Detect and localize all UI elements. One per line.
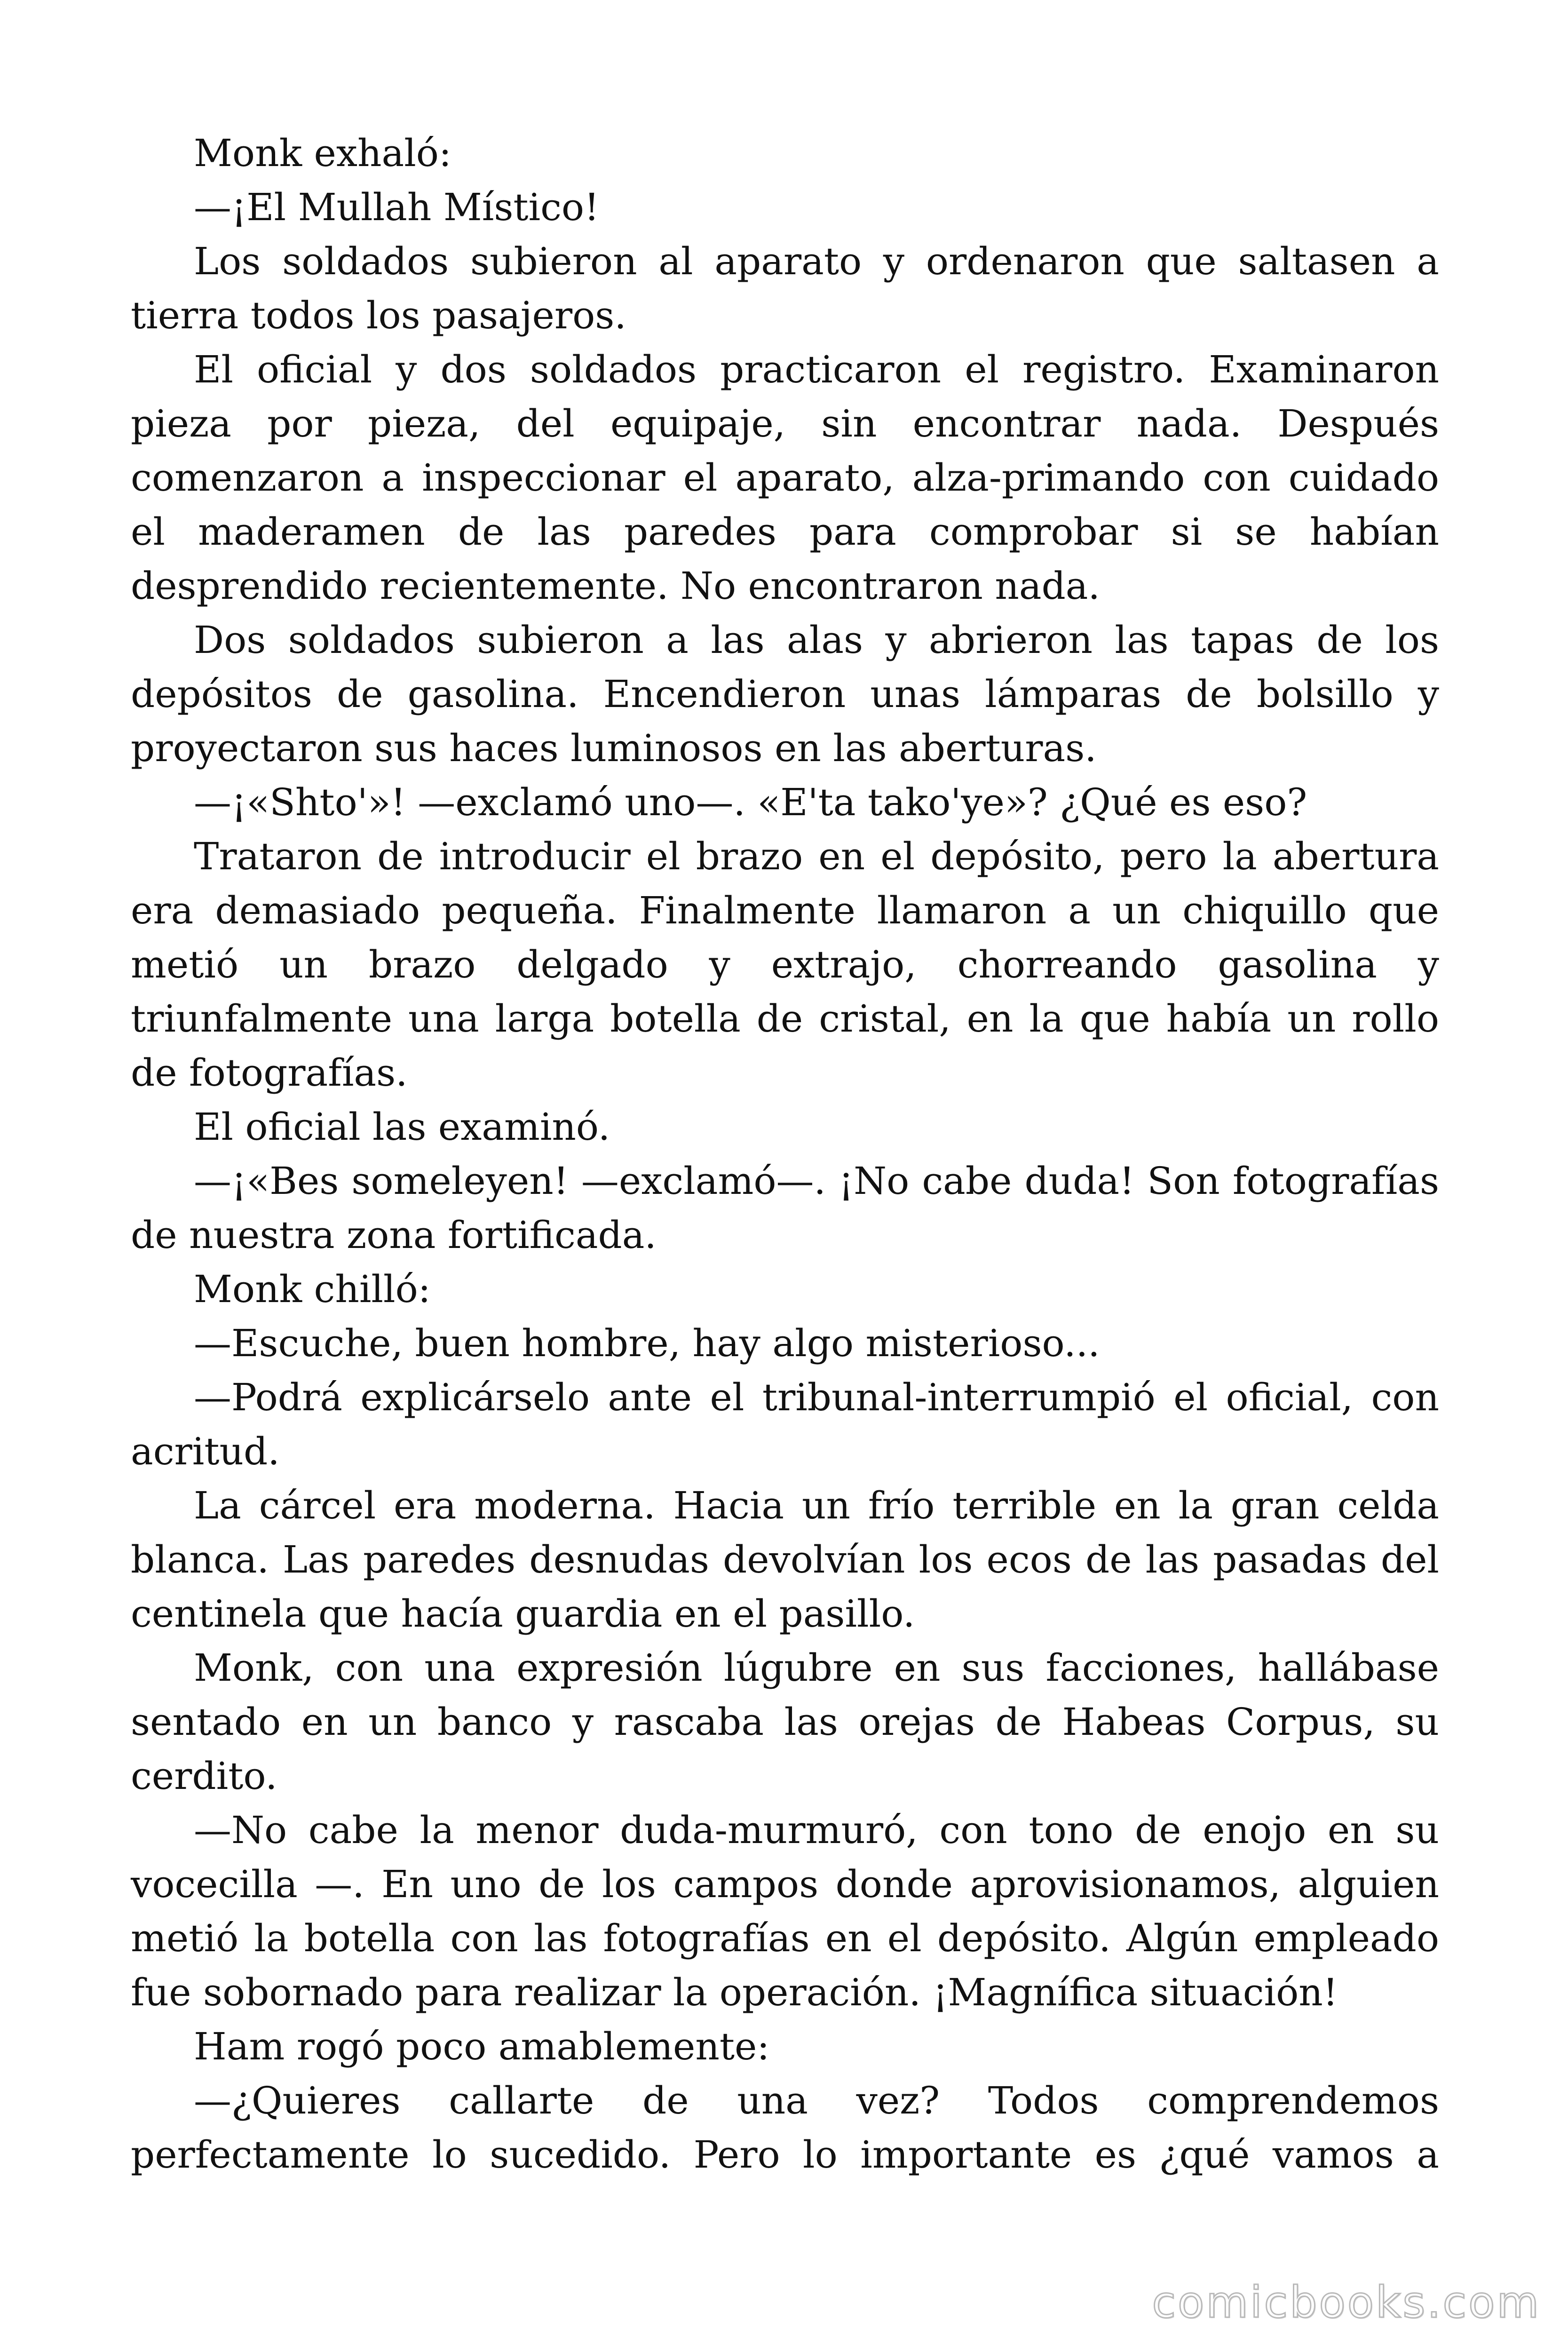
- paragraph: El oficial las examinó.: [194, 1105, 610, 1149]
- paragraph: Monk, con una expresión lúgubre en sus facciones, hallábase sentado en un banco y rascaba las orejas de Habeas Corpus, su cerdito.: [131, 1646, 1439, 1798]
- page-body-text: [131, 126, 1439, 2182]
- paragraph: El oficial y dos soldados practicaron el registro. Examinaron pieza por pieza, del equipaje, sin encontrar nada. Después comenzaron a inspeccionar el aparato, alza-primando con cuidado el maderamen de las paredes para comprobar si se habían desprendido recientemente. No encontraron nada.: [131, 348, 1439, 608]
- paragraph: Trataron de introducir el brazo en el depósito, pero la abertura era demasiado pequeña. Finalmente llamaron a un chiquillo que metió un brazo delgado y extrajo, chorreando gasolina y triunfalmente una larga botella de cristal, en la que había un rollo de fotografías.: [131, 834, 1439, 1095]
- paragraph: —Escuche, buen hombre, hay algo misterioso...: [194, 1321, 1100, 1365]
- paragraph-continued: —¿Quieres callarte de una vez? Todos comprendemos perfectamente lo sucedido. Pero lo importante es ¿qué vamos a: [131, 2079, 1439, 2177]
- paragraph: —¡«Shto'»! —exclamó uno—. «E'ta tako'ye»? ¿Qué es eso?: [194, 780, 1307, 824]
- paragraph: Dos soldados subieron a las alas y abrieron las tapas de los depósitos de gasolina. Encendieron unas lámparas de bolsillo y proyectaron sus haces luminosos en las aberturas.: [131, 618, 1439, 770]
- paragraph: —No cabe la menor duda-murmuró, con tono de enojo en su vocecilla —. En uno de los campos donde aprovisionamos, alguien metió la botella con las fotografías en el depósito. Algún empleado fue sobornado para realizar la operación. ¡Magnífica situación!: [131, 1808, 1439, 2014]
- paragraph: Los soldados subieron al aparato y ordenaron que saltasen a tierra todos los pasajeros.: [131, 239, 1439, 337]
- paragraph: La cárcel era moderna. Hacia un frío terrible en la gran celda blanca. Las paredes desnudas devolvían los ecos de las pasadas del centinela que hacía guardia en el pasillo.: [131, 1484, 1439, 1636]
- paragraph: Ham rogó poco amablemente:: [194, 2025, 770, 2068]
- paragraph: Monk exhaló:: [194, 131, 451, 175]
- paragraph: Monk chilló:: [194, 1267, 431, 1311]
- watermark-logo: comicbooks.com: [1152, 2277, 1541, 2328]
- paragraph: —Podrá explicárselo ante el tribunal-interrumpió el oficial, con acritud.: [131, 1375, 1439, 1473]
- paragraph: —¡«Bes someleyen! —exclamó—. ¡No cabe duda! Son fotografías de nuestra zona fortificada.: [131, 1159, 1439, 1257]
- paragraph: —¡El Mullah Místico!: [194, 185, 600, 229]
